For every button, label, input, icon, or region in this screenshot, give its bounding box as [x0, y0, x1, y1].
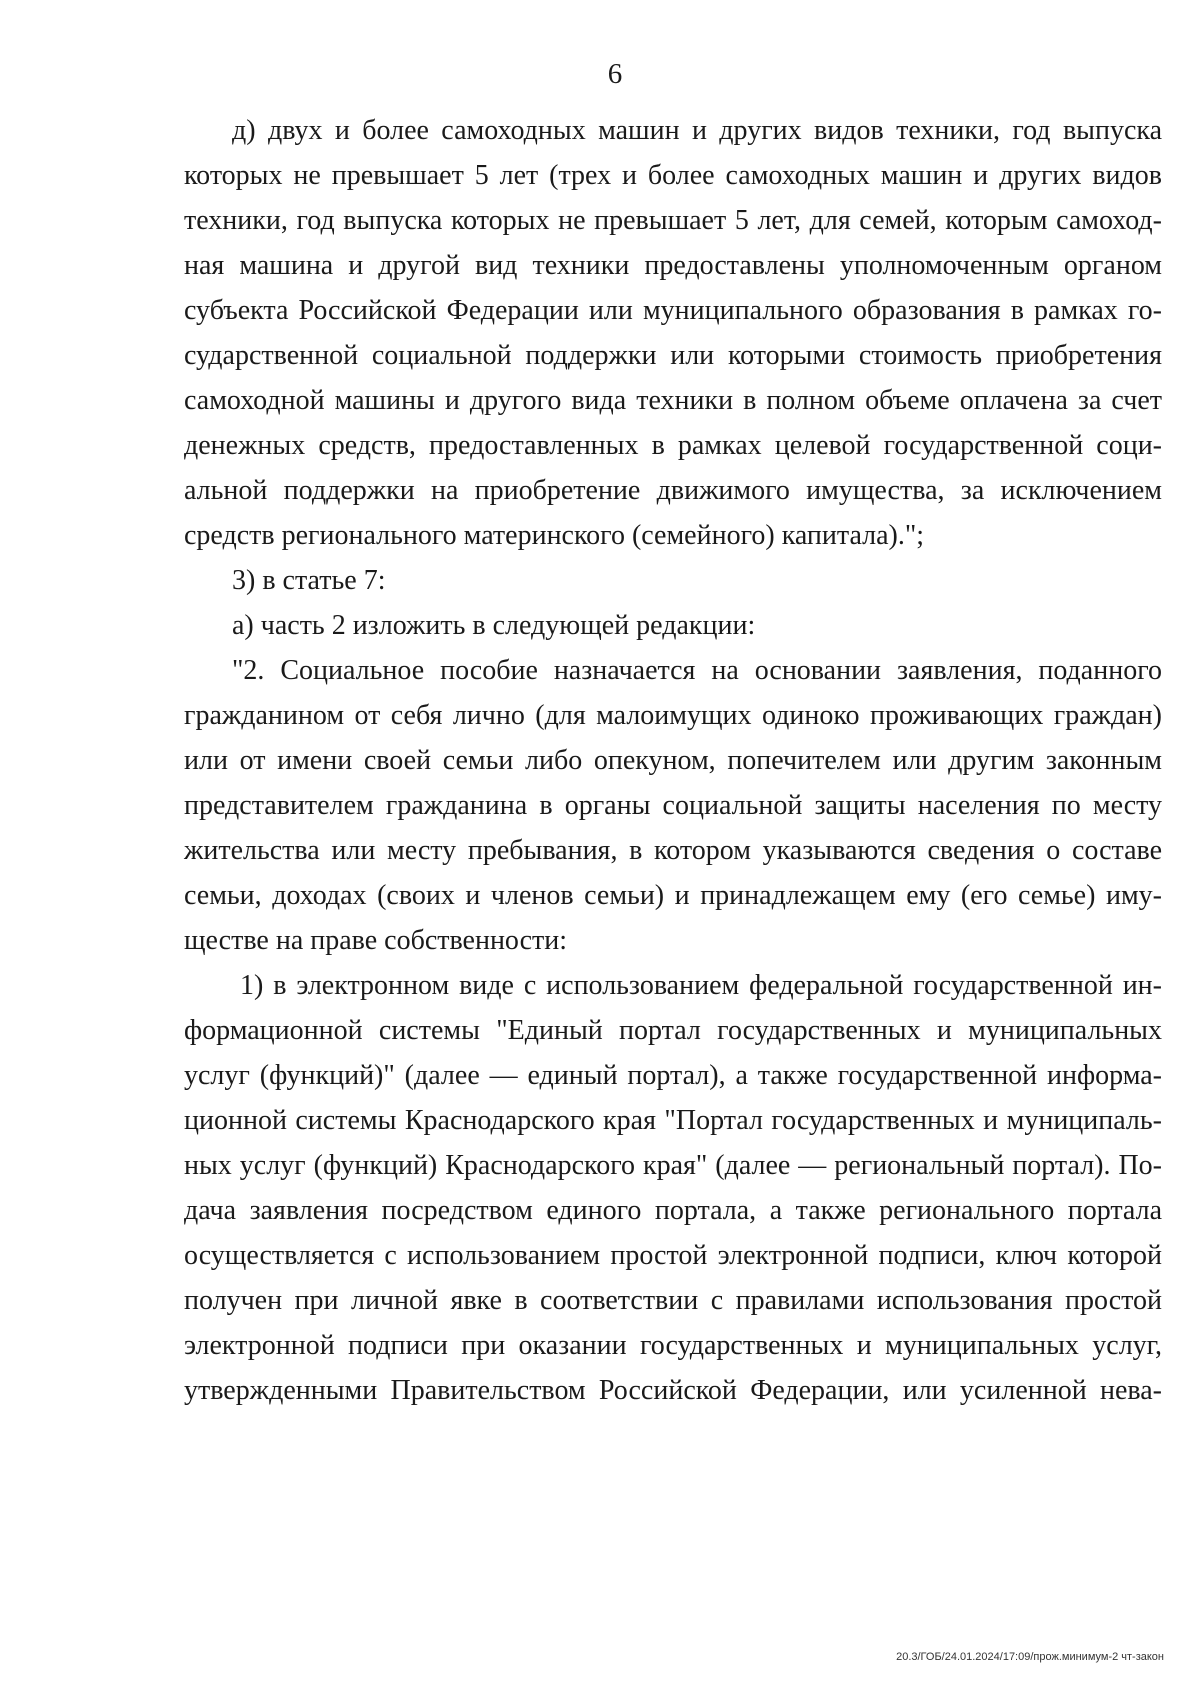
text-line: денежных средств, предоставленных в рамках целевой государственной соци- [184, 430, 1162, 461]
text-line: услуг (функций)" (далее — единый портал), а также государственной информа- [184, 1060, 1162, 1091]
text-line: "2. Социальное пособие назначается на основании заявления, поданного [232, 655, 1162, 686]
text-line: 3) в статье 7: [232, 565, 386, 596]
text-line: ная машина и другой вид техники предоставлены уполномоченным органом [184, 250, 1162, 281]
text-line: дача заявления посредством единого портала, а также регионального портала [184, 1195, 1162, 1226]
text-line: самоходной машины и другого вида техники в полном объеме оплачена за счет [184, 385, 1162, 416]
text-line: ционной системы Краснодарского края "Портал государственных и муниципаль- [184, 1105, 1162, 1136]
text-line: альной поддержки на приобретение движимого имущества, за исключением [184, 475, 1162, 506]
text-line: жительства или месту пребывания, в котором указываются сведения о составе [184, 835, 1162, 866]
text-line: осуществляется с использованием простой электронной подписи, ключ которой [184, 1240, 1162, 1271]
text-line: сударственной социальной поддержки или которыми стоимость приобретения [184, 340, 1162, 371]
text-line: ных услуг (функций) Краснодарского края" (далее — региональный портал). По- [184, 1150, 1162, 1181]
text-line: семьи, доходах (своих и членов семьи) и принадлежащем ему (его семье) иму- [184, 880, 1162, 911]
page-number: 6 [607, 58, 623, 90]
text-line: а) часть 2 изложить в следующей редакции: [232, 610, 756, 641]
text-line: электронной подписи при оказании государственных и муниципальных услуг, [184, 1330, 1162, 1361]
text-line: утвержденными Правительством Российской Федерации, или усиленной нева- [184, 1375, 1162, 1406]
text-line: гражданином от себя лично (для малоимущих одиноко проживающих граждан) [184, 700, 1162, 731]
text-line: д) двух и более самоходных машин и других видов техники, год выпуска [232, 115, 1162, 146]
text-line: техники, год выпуска которых не превышает 5 лет, для семей, которым самоход- [184, 205, 1162, 236]
text-line: формационной системы "Единый портал государственных и муниципальных [184, 1015, 1162, 1046]
text-line: которых не превышает 5 лет (трех и более самоходных машин и других видов [184, 160, 1162, 191]
text-line: средств регионального материнского (семейного) капитала)."; [184, 520, 925, 551]
text-line: получен при личной явке в соответствии с правилами использования простой [184, 1285, 1162, 1316]
text-line: субъекта Российской Федерации или муниципального образования в рамках го- [184, 295, 1162, 326]
text-line: 1) в электронном виде с использованием федеральной государственной ин- [240, 970, 1162, 1001]
document-footer-code: 20.3/ГОБ/24.01.2024/17:09/прож.минимум-2 чт-закон [896, 1651, 1164, 1663]
text-line: или от имени своей семьи либо опекуном, попечителем или другим законным [184, 745, 1162, 776]
text-line: представителем гражданина в органы социальной защиты населения по месту [184, 790, 1162, 821]
text-line: ществе на праве собственности: [184, 925, 568, 956]
